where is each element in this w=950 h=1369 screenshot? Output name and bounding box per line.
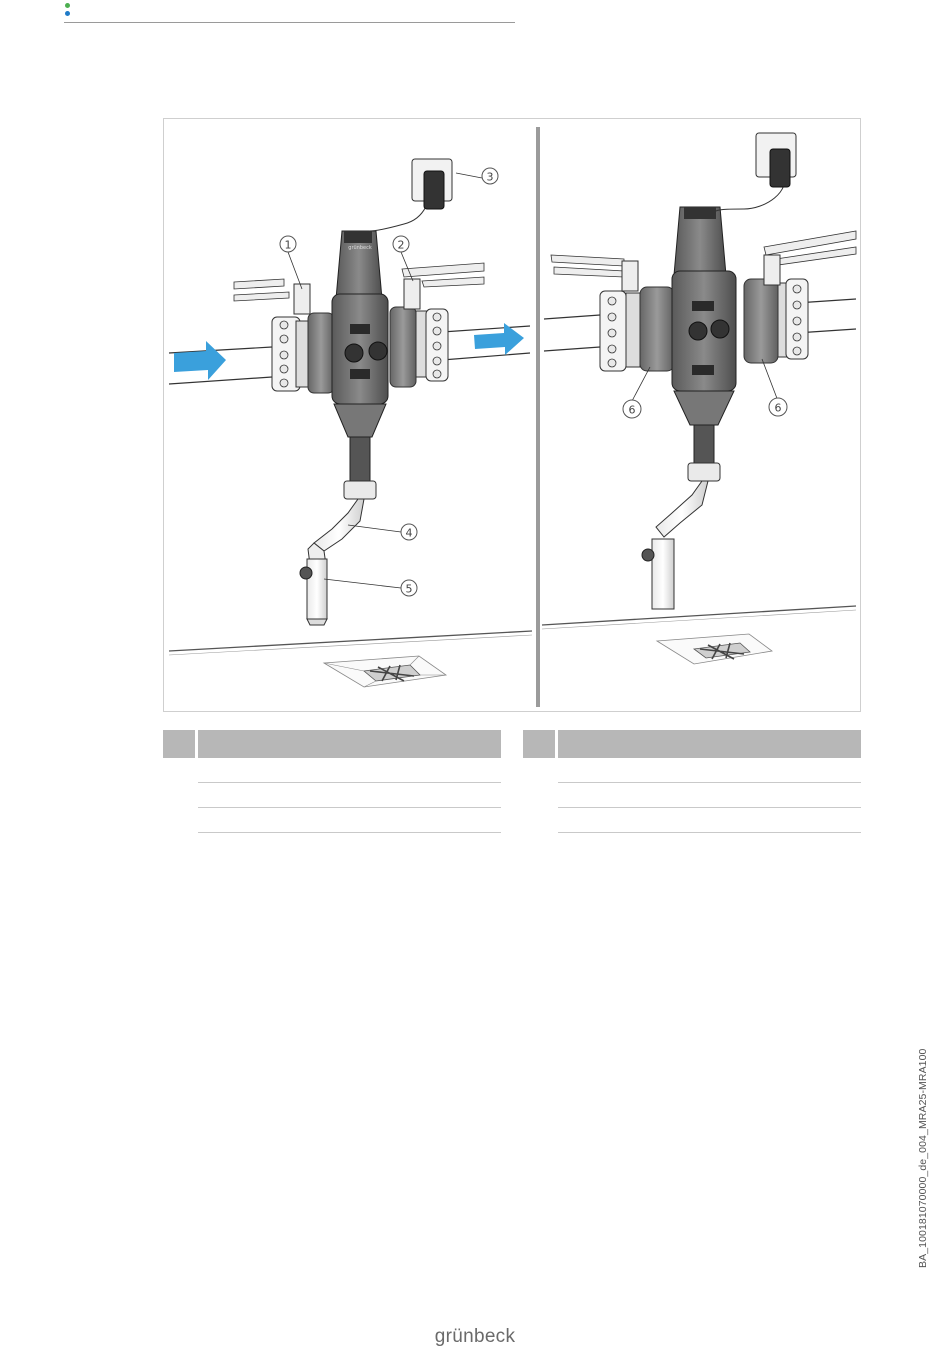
legend-row — [163, 758, 501, 783]
callout-4: 4 — [405, 526, 413, 540]
inflow-arrow-icon — [174, 341, 226, 380]
floor-drain-icon — [324, 656, 446, 687]
green-dot — [65, 3, 70, 8]
footer-brand-logo: grünbeck — [434, 1326, 516, 1347]
callout-6-left: 6 — [628, 403, 636, 417]
legend-row — [523, 808, 861, 833]
legend-row — [523, 783, 861, 808]
legend-row — [523, 758, 861, 783]
left-panel — [169, 159, 532, 687]
blue-dot — [65, 11, 70, 16]
callout-3: 3 — [486, 170, 494, 184]
callout-6-right: 6 — [774, 401, 782, 415]
header-color-dots — [65, 3, 71, 19]
callout-1: 1 — [284, 238, 292, 252]
callout-2: 2 — [397, 238, 405, 252]
right-panel — [542, 133, 856, 664]
floor-drain-icon — [657, 634, 772, 664]
legend-table-right — [523, 730, 861, 833]
legend-header — [163, 730, 501, 758]
callout-5: 5 — [405, 582, 413, 596]
legend-header — [523, 730, 861, 758]
document-code: BA_100181070000_de_004_MRA25-MRA100 — [917, 1048, 929, 1268]
legend-row — [163, 808, 501, 833]
legend-table-left — [163, 730, 501, 833]
legend-row — [163, 783, 501, 808]
header-rule — [64, 22, 515, 23]
product-label: grünbeck — [348, 245, 372, 251]
installation-drawing — [164, 119, 860, 711]
panel-divider — [536, 127, 540, 707]
installation-figure — [163, 118, 861, 712]
